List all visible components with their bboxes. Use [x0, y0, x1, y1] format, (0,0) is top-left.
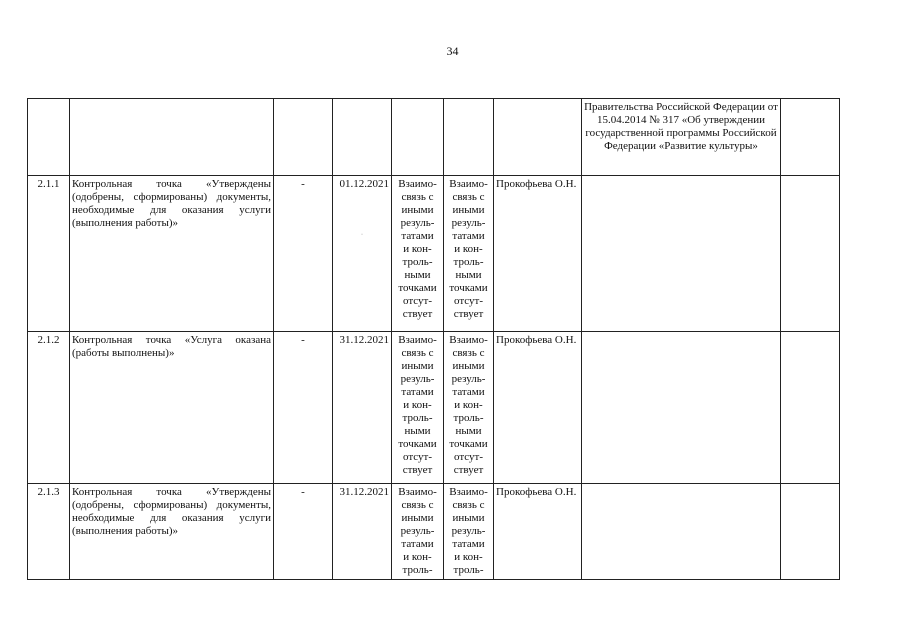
- cell-empty: [781, 99, 840, 176]
- relation-line: точками: [398, 282, 437, 294]
- responsible-person: Прокофьева О.Н.: [494, 484, 582, 580]
- relation-line: и кон-: [454, 399, 483, 411]
- relation-line: Взаимо-: [449, 178, 488, 190]
- relation-b: [444, 332, 494, 484]
- relation-line: иными: [452, 204, 485, 216]
- relation-line: иными: [401, 512, 434, 524]
- relation-line: связь с: [401, 347, 434, 359]
- cell-empty: [582, 176, 781, 332]
- relation-line: ствует: [453, 308, 484, 320]
- relation-line: троль-: [402, 412, 433, 424]
- relation-line: резуль-: [400, 373, 435, 385]
- relation-line: Взаимо-: [398, 178, 437, 190]
- relation-line: татами: [452, 538, 485, 550]
- relation-line: резуль-: [400, 525, 435, 537]
- relation-line: ными: [455, 425, 482, 437]
- cell-empty: [392, 99, 444, 176]
- relation-line: и кон-: [454, 243, 483, 255]
- relation-line: отсут-: [453, 295, 483, 307]
- end-date: 31.12.2021: [333, 332, 392, 484]
- cell-empty: [444, 99, 494, 176]
- relation-line: татами: [401, 230, 434, 242]
- cell-empty: [781, 176, 840, 332]
- relation-line: татами: [452, 230, 485, 242]
- relation-line: точками: [449, 282, 488, 294]
- end-date: 31.12.2021: [333, 484, 392, 580]
- relation-a: [392, 176, 444, 332]
- relation-line: Взаимо-: [398, 486, 437, 498]
- relation-line: ствует: [453, 464, 484, 476]
- header-continuation-row: [28, 99, 840, 176]
- cell-empty: [494, 99, 582, 176]
- relation-line: и кон-: [403, 551, 432, 563]
- relation-line: троль-: [453, 256, 484, 268]
- start-date: -: [274, 484, 333, 580]
- row-number: 2.1.3: [28, 484, 70, 580]
- cell-empty: [781, 484, 840, 580]
- control-point-name: Контрольная точка «Утверждены (одобрены, сформированы) документы, необходимые для оказания услуги (выполнения работы)»: [70, 484, 274, 580]
- relation-line: троль-: [402, 256, 433, 268]
- relation-line: ными: [455, 269, 482, 281]
- row-number: 2.1.1: [28, 176, 70, 332]
- relation-line: точками: [449, 438, 488, 450]
- relation-line: и кон-: [403, 399, 432, 411]
- relation-b: [444, 484, 494, 580]
- relation-line: Взаимо-: [398, 334, 437, 346]
- relation-line: иными: [452, 512, 485, 524]
- relation-line: точками: [398, 438, 437, 450]
- table-row: [28, 176, 840, 332]
- cell-empty: [582, 332, 781, 484]
- relation-line: троль-: [453, 412, 484, 424]
- relation-line: связь с: [452, 191, 485, 203]
- relation-line: ными: [404, 269, 431, 281]
- cell-empty: [28, 99, 70, 176]
- relation-line: резуль-: [451, 373, 486, 385]
- relation-line: связь с: [452, 347, 485, 359]
- relation-line: и кон-: [403, 243, 432, 255]
- relation-a: [392, 332, 444, 484]
- relation-b: [444, 176, 494, 332]
- responsible-person: Прокофьева О.Н.: [494, 332, 582, 484]
- cell-empty: [274, 99, 333, 176]
- cell-empty: [781, 332, 840, 484]
- relation-line: резуль-: [451, 217, 486, 229]
- relation-line: связь с: [452, 499, 485, 511]
- cell-empty: [333, 99, 392, 176]
- relation-line: ными: [404, 425, 431, 437]
- cell-empty: [582, 484, 781, 580]
- relation-line: резуль-: [451, 525, 486, 537]
- cell-empty: [70, 99, 274, 176]
- relation-line: резуль-: [400, 217, 435, 229]
- relation-line: иными: [401, 204, 434, 216]
- start-date: -: [274, 176, 333, 332]
- table-row: [28, 332, 840, 484]
- relation-line: татами: [401, 386, 434, 398]
- control-points-table: [27, 98, 840, 580]
- relation-line: ствует: [402, 308, 433, 320]
- relation-line: троль-: [453, 564, 484, 576]
- relation-line: отсут-: [402, 451, 432, 463]
- relation-line: татами: [452, 386, 485, 398]
- page-number: 34: [446, 44, 459, 58]
- table-row: [28, 484, 840, 580]
- relation-line: Взаимо-: [449, 486, 488, 498]
- document-reference-cell: Правительства Российской Федерации от 15.04.2014 № 317 «Об утверждении государственной программы Российской Федерации «Развитие культуры»: [582, 99, 781, 176]
- scan-artifact-mark: ·: [361, 232, 363, 238]
- relation-line: иными: [401, 360, 434, 372]
- relation-line: связь с: [401, 499, 434, 511]
- row-number: 2.1.2: [28, 332, 70, 484]
- relation-a: [392, 484, 444, 580]
- start-date: -: [274, 332, 333, 484]
- relation-line: Взаимо-: [449, 334, 488, 346]
- responsible-person: Прокофьева О.Н.: [494, 176, 582, 332]
- relation-line: и кон-: [454, 551, 483, 563]
- relation-line: троль-: [402, 564, 433, 576]
- relation-line: связь с: [401, 191, 434, 203]
- relation-line: отсут-: [453, 451, 483, 463]
- relation-line: отсут-: [402, 295, 432, 307]
- relation-line: ствует: [402, 464, 433, 476]
- control-point-name: Контрольная точка «Утверждены (одобрены, сформированы) документы, необходимые для оказания услуги (выполнения работы)»: [70, 176, 274, 332]
- control-point-name: Контрольная точка «Услуга оказана (работы выполнены)»: [70, 332, 274, 484]
- end-date: 01.12.2021: [333, 176, 392, 332]
- relation-line: татами: [401, 538, 434, 550]
- relation-line: иными: [452, 360, 485, 372]
